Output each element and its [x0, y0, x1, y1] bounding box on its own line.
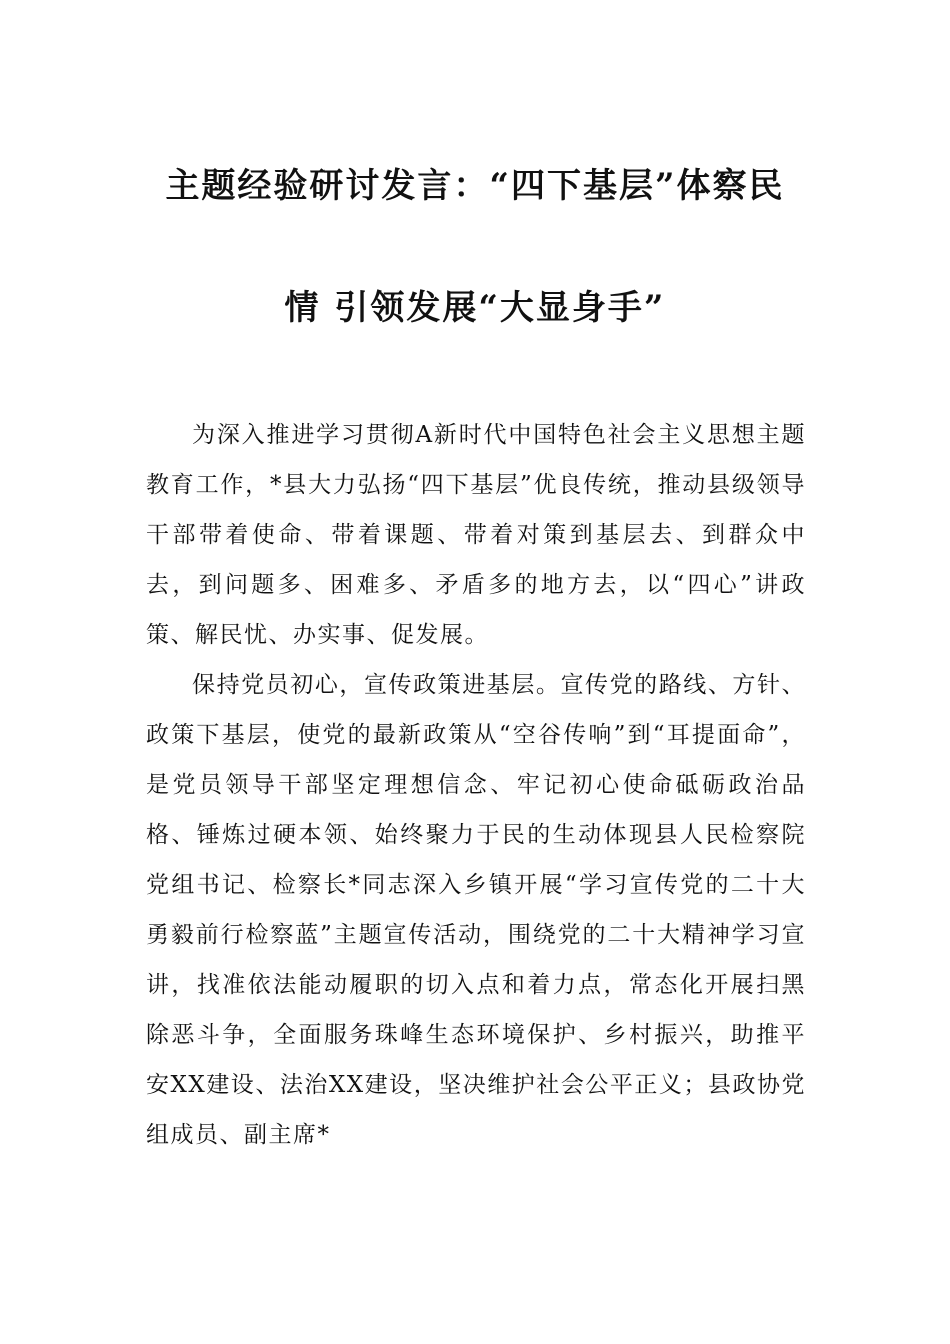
document-body: [146, 410, 806, 1160]
paragraph-policy: 保持党员初心，宣传政策进基层。宣传党的路线、方针、政策下基层，使党的最新政策从“空谷传响”到“耳提面命”，是党员领导干部坚定理想信念、牢记初心使命砥砺政治品格、锤炼过硬本领、始终聚力于民的生动体现县人民检察院党组书记、检察长*同志深入乡镇开展“学习宣传党的二十大 勇毅前行检察蓝”主题宣传活动，围绕党的二十大精神学习宣讲，找准依法能动履职的切入点和着力点，常态化开展扫黑除恶斗争，全面服务珠峰生态环境保护、乡村振兴，助推平安XX建设、法治XX建设，坚决维护社会公平正义；县政协党组成员、副主席*: [146, 672, 806, 1148]
paragraph-intro: 为深入推进学习贯彻A新时代中国特色社会主义思想主题教育工作，*县大力弘扬“四下基层”优良传统，推动县级领导干部带着使命、带着课题、带着对策到基层去、到群众中去，到问题多、困难多、矛盾多的地方去，以“四心”讲政策、解民忧、办实事、促发展。: [146, 422, 806, 648]
document-title-line-1: 主题经验研讨发言：“四下基层”体察民: [165, 166, 785, 206]
document-title-line-2: 情 引领发展“大显身手”: [284, 288, 666, 328]
